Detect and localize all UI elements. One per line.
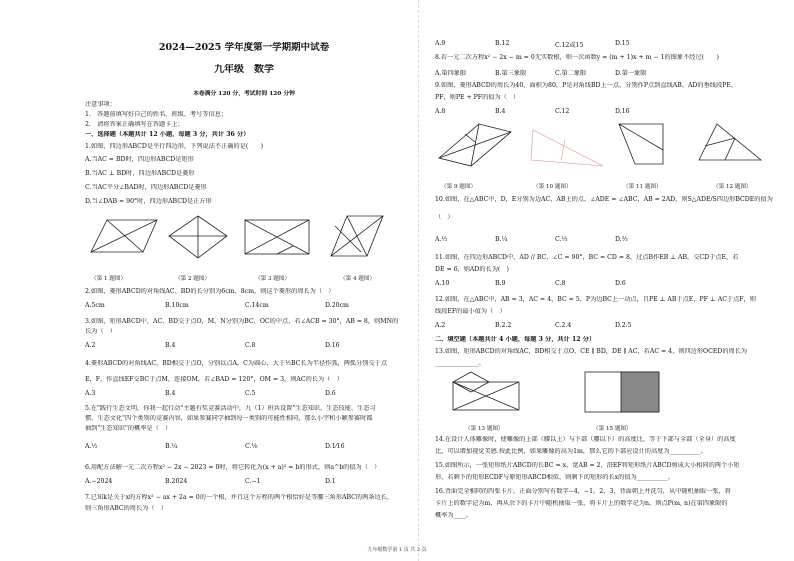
- figure-q9: [439, 124, 511, 166]
- option: C.8: [245, 342, 256, 349]
- option: A.9: [435, 40, 446, 47]
- question-stem: E，F，作直线EF交BC于点M，连接OM，若∠BAD = 120°，OM = 3，则AC的长为（ ）: [85, 376, 343, 383]
- question-stem: 卡片上的数字记为m，再从余下的卡片中随机抽取一张，将卡片上的数字记为n，则点P(m, n)在第四象限的: [435, 500, 728, 507]
- option: D.20cm: [325, 302, 349, 309]
- question-stem: 线段EF的最小值为（ ）: [435, 308, 506, 315]
- question-stem: 3.如图，矩形ABCD中，AC、BD交于点O，M、N分别为BC、OC的中点，若∠ACB = 30°，AB = 8，则MN的: [85, 318, 399, 325]
- option: B.4: [165, 390, 176, 397]
- figure-caption: （第 13 题图）: [465, 426, 504, 432]
- option: C.2.4: [555, 322, 572, 329]
- options-row: [435, 322, 775, 330]
- option: D.第一象限: [615, 70, 647, 77]
- option: B.4: [495, 108, 506, 115]
- option: B.第三象限: [495, 70, 527, 77]
- option: C.5: [245, 390, 256, 397]
- figure-caption: （第 4 题图）: [340, 276, 376, 282]
- question-stem: 则三角形ABC的周长为（ ）: [85, 505, 167, 512]
- question-stem: 比，可以增加视觉美感.按此比例，如果雕像的高为1m，那么它的下部应设计的高度为__________。: [435, 448, 707, 455]
- figure-caption: （第 10 题图）: [533, 184, 572, 190]
- figure-q10: [531, 130, 603, 166]
- option: A.8: [435, 108, 446, 115]
- question-stem: （ ）: [435, 214, 454, 221]
- question-stem: 2.如图，菱形ABCD的对角线AC、BD的长分别为6cm、8cm，则这个菱形的周长为（ ）: [85, 288, 335, 295]
- question-stem: 抽到"生态知识"的概率是（ ）: [85, 425, 172, 432]
- option: D.1⁄16: [325, 443, 345, 450]
- question-stem: 5.在"践行生态文明，你我一起行动"主题有奖竞赛活动中，九（1）班共设置"生态知识、生态技能、生态习: [85, 405, 376, 412]
- option: A.当AC = BD时，四边形ABCD是矩形: [85, 156, 194, 163]
- option: A.½: [85, 443, 98, 450]
- option: B.2024: [165, 478, 188, 485]
- question-stem: PF，则PE + PF的值为（ ）: [435, 94, 520, 101]
- options-row: [435, 108, 775, 116]
- right-column: [435, 0, 775, 561]
- question-stem: 15.如图所示，一张矩形纸片ABCD的长BC = x，宽AB = 2，沿EF将矩形纸片ABCD剪成大小相同的两个小矩: [435, 462, 740, 469]
- question-stem: 8.若一元二次方程x² − 2x − m = 0无实数根，则一次函数y = (m + 1)x + m − 1的图象不经过( ): [435, 54, 719, 61]
- exam-subtitle: 九年级 数学: [214, 64, 274, 75]
- question-stem: 7.已知k是关于x的方程x² − ax + 2a = 0的一个根，并且这个方程的两个根恰好是等腰三角形ABC的两条边长，: [85, 494, 394, 501]
- option: C.12: [555, 108, 570, 115]
- figure-caption: （第 15 题图）: [593, 426, 632, 432]
- question-stem: DE = 6，则AD的长为( ): [435, 266, 509, 273]
- option: A.−2024: [85, 478, 113, 485]
- column-divider: [418, 0, 419, 561]
- option: D.16: [325, 342, 340, 349]
- option: A.3: [85, 390, 96, 397]
- question-stem: 16.背面完全相同的四张卡片，正面分别写有数字−4，−1，2，3，背面朝上并洗匀，从中随机抽取一张，将: [435, 488, 731, 495]
- option: B.2.2: [495, 322, 512, 329]
- question-stem: 长为（ ）: [85, 328, 116, 335]
- options-row: [85, 443, 403, 451]
- question-stem: 形，若剩下的矩形ECDF与原矩形ABCD相似，则剩下的矩形的长x的值为__________。: [435, 474, 674, 481]
- figures-row-13-15: [435, 368, 775, 420]
- figure-q11: [619, 124, 663, 164]
- figure-q1: [91, 220, 157, 252]
- options-row: [85, 390, 403, 398]
- option: D.1: [325, 478, 336, 485]
- section-title: 一、选择题（本题共计 12 小题，每题 3 分，共计 36 分）: [85, 131, 250, 138]
- question-stem: 14.在设计人体雕像时，使雕像的上部（腰以上）与下部（腰以下）的高度比，等于下部与全部（全身）的高度: [435, 436, 736, 443]
- figure-caption: （第 3 题图）: [255, 276, 291, 282]
- question-stem: 9.如图，菱形ABCD的周长为40，面积为80，P是对角线BD上一点，分别作P点到直线AB、AD的垂线段PE、: [435, 82, 737, 89]
- section-title: 二、填空题（本题共计 4 小题，每题 3 分，共计 12 分）: [435, 336, 596, 343]
- exam-info: 本卷满分 120 分，考试时间 120 分钟: [193, 91, 295, 97]
- option: D.6: [615, 280, 626, 287]
- option: C.8: [555, 280, 566, 287]
- exam-title: 2024—2025 学年度第一学期期中试卷: [158, 42, 330, 53]
- figures-row-1-4: [85, 212, 403, 264]
- option: A.第四象限: [435, 70, 467, 77]
- option: B.当AC ⊥ BD时，四边形ABCD是菱形: [85, 170, 195, 177]
- note-item: 2. 请将答案正确填写在答题卡上；: [85, 121, 184, 128]
- question-stem: 11.如图，在四边形ABCD中，AD // BC，∠C = 90°，BC = CD = 8，过点B作EB ⊥ AB，交CD于点E，若: [435, 254, 739, 261]
- option: B.10cm: [165, 302, 189, 309]
- options-row: [85, 478, 403, 486]
- option: A.10: [435, 280, 450, 287]
- options-row: [85, 342, 403, 350]
- options-row: [85, 302, 403, 310]
- page-footer: 九年级数学第 1 页 共 2 页: [367, 547, 427, 553]
- option: D.2.5: [615, 322, 632, 329]
- option: B.4: [165, 342, 176, 349]
- option: D.当∠DAB = 90°时，四边形ABCD是正方形: [85, 198, 212, 205]
- figure-q3: [245, 220, 309, 254]
- question-stem: 1.如图，四边形ABCD是平行四边形，下列说法不正确的是( ): [85, 143, 264, 150]
- figure-caption: （第 9 题图）: [441, 184, 477, 190]
- figure-caption: （第 12 题图）: [713, 184, 752, 190]
- figure-caption: （第 2 题图）: [175, 276, 211, 282]
- option: C.当AC平分∠BAD时，四边形ABCD是菱形: [85, 184, 207, 191]
- question-stem: 13.如图，矩形ABCD的对角线AC，BD相交于点O，CE ∥ BD，DE ∥ AC，若AC = 4，则四边形OCED的周长为: [435, 348, 748, 355]
- figure-q2: [169, 216, 227, 258]
- option: C.第二象限: [555, 70, 587, 77]
- option: D.6: [325, 390, 336, 397]
- left-column: [85, 0, 403, 561]
- option: C.⅓: [555, 236, 568, 243]
- question-stem: 6.用配方法解一元二次方程x² − 2x − 2023 = 0时，将它转化为(x + a)² = b的形式，则a^b的值为（ ）: [85, 464, 381, 471]
- figure-q12: [699, 124, 761, 160]
- option: A.2: [435, 322, 446, 329]
- option: C.⅛: [245, 443, 258, 450]
- notes-title: 注意事项：: [85, 101, 116, 108]
- options-row: [435, 40, 775, 48]
- option: C.−1: [245, 478, 261, 485]
- options-row: [435, 236, 775, 244]
- question-stem: ______________。: [435, 360, 485, 367]
- option: B.12: [495, 40, 510, 47]
- option: B.9: [495, 280, 506, 287]
- question-stem: 10.如图，在△ABC中，D，E分别为边AC，AB上的点，∠ADE = ∠ABC，AB = 2AD，则S△ADE/S四边形BCDE的值为: [435, 196, 773, 203]
- option: D.15: [615, 40, 630, 47]
- options-row: [435, 68, 775, 76]
- option: C.12或15: [555, 42, 584, 49]
- figure-caption: （第 1 题图）: [91, 276, 127, 282]
- option: C.14cm: [245, 302, 269, 309]
- option: A.2: [85, 342, 96, 349]
- options-row: [435, 280, 775, 288]
- question-stem: 概率为____。: [435, 512, 473, 519]
- option: A.5cm: [85, 302, 105, 309]
- figures-row-9-12: [435, 120, 775, 178]
- figure-q15: [585, 372, 659, 412]
- option: B.¼: [495, 236, 508, 243]
- option: B.¼: [165, 443, 178, 450]
- option: D.16: [615, 108, 630, 115]
- figure-q13: [453, 372, 519, 410]
- option: D.⅔: [615, 236, 628, 243]
- question-stem: 4.菱形ABCD的对角线AC，BD相交于点O，分别以点A，C为圆心，大于½BC长为半径作弧，两弧分别交于点: [85, 360, 388, 367]
- question-stem: 惯、生态文化"四个类别的竞赛内容，如果参赛同学抽到每一类别的可能性相同，那么小宇和小颖参赛时都: [85, 415, 373, 422]
- figure-caption: （第 11 题图）: [623, 184, 662, 190]
- question-stem: 12.如图，在△ABC中，AB = 3，AC = 4，BC = 5，P为边BC上一动点，且PE ⊥ AB于点E，PF ⊥ AC于点F，则: [435, 296, 756, 303]
- note-item: 1. 答题前填写好自己的姓名、班级、考号等信息；: [85, 111, 228, 118]
- option: A.½: [435, 236, 448, 243]
- figure-q4: [331, 216, 383, 256]
